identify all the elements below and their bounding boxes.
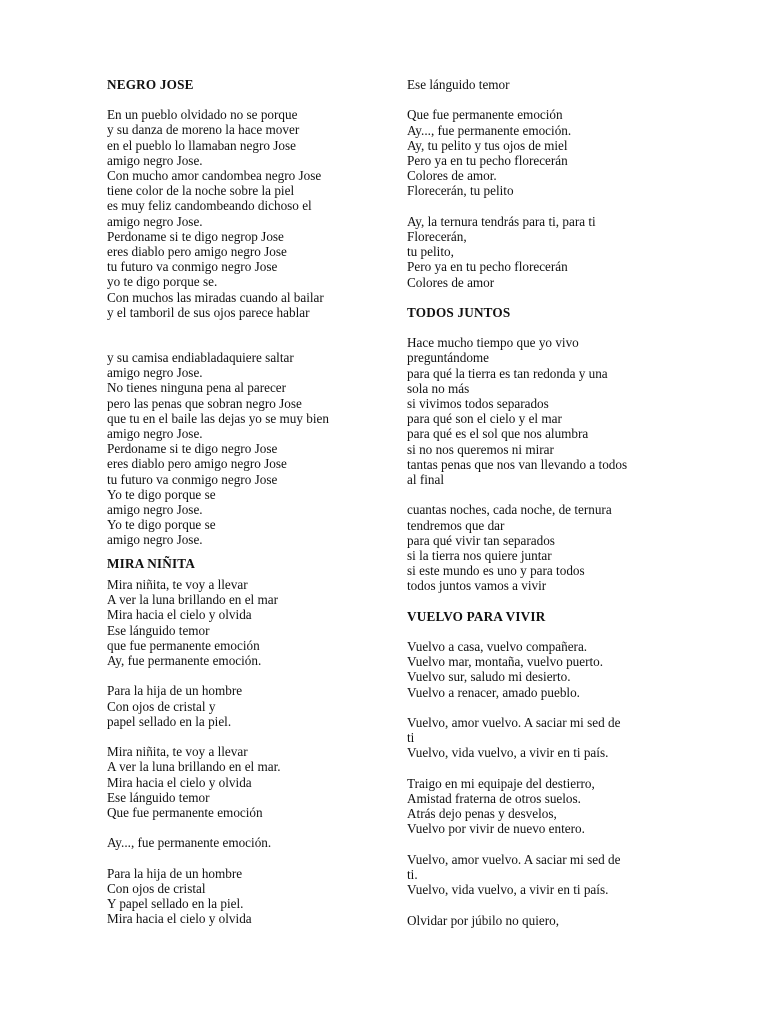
- lyric-line: y su danza de moreno la hace mover: [107, 122, 300, 138]
- lyric-line: amigo negro Jose.: [107, 532, 203, 548]
- lyric-line: ti.: [407, 867, 418, 883]
- stanza: [407, 639, 669, 700]
- lyric-line: Vuelvo, vida vuelvo, a vivir en ti país.: [407, 882, 609, 898]
- lyric-line: Vuelvo por vivir de nuevo entero.: [407, 821, 585, 837]
- lyric-line: para qué son el cielo y el mar: [407, 411, 562, 427]
- lyric-line: cuantas noches, cada noche, de ternura: [407, 502, 612, 518]
- stanza: [407, 214, 669, 290]
- lyric-line: tantas penas que nos van llevando a todos: [407, 456, 628, 472]
- stanza: [107, 835, 375, 850]
- lyric-line: Mira niñita, te voy a llevar: [107, 576, 248, 592]
- lyric-line: Olvidar por júbilo no quiero,: [407, 912, 559, 928]
- stanza: [407, 776, 669, 837]
- stanza: [107, 350, 375, 548]
- lyric-line: Colores de amor: [407, 274, 495, 290]
- lyric-line: No tienes ninguna pena al parecer: [107, 380, 287, 396]
- lyric-line: Vuelvo, amor vuelvo. A saciar mi sed de: [407, 851, 621, 867]
- lyric-line: Que fue permanente emoción: [107, 804, 263, 820]
- lyric-line: Y papel sellado en la piel.: [107, 896, 244, 912]
- stanza: [407, 715, 669, 761]
- stanza: [407, 107, 669, 198]
- lyric-line: Ay, tu pelito y tus ojos de miel: [407, 137, 568, 153]
- stanza: [407, 913, 669, 928]
- lyric-line: Pero ya en tu pecho florecerán: [407, 153, 568, 168]
- lyric-line: Vuelvo a renacer, amado pueblo.: [407, 684, 580, 700]
- lyric-line: para qué es el sol que nos alumbra: [407, 426, 589, 442]
- lyric-line: En un pueblo olvidado no se porque: [107, 107, 298, 123]
- lyric-line: Ay..., fue permanente emoción.: [107, 835, 272, 851]
- lyric-line: Ese lánguido temor: [107, 622, 210, 638]
- lyric-line: Que fue permanente emoción: [407, 107, 563, 123]
- lyric-line: papel sellado en la piel.: [107, 713, 232, 729]
- lyric-line: tiene color de la noche sobre la piel: [107, 183, 295, 199]
- lyric-line: eres diablo pero amigo negro Jose: [107, 244, 287, 260]
- stanza: [107, 683, 375, 729]
- lyric-line: sola no más: [407, 380, 470, 396]
- lyric-line: Yo te digo porque se: [107, 486, 216, 502]
- lyric-line: Vuelvo, vida vuelvo, a vivir en ti país.: [407, 745, 609, 761]
- lyric-line: Ay..., fue permanente emoción.: [407, 122, 572, 138]
- lyric-line: Perdoname si te digo negrop Jose: [107, 228, 284, 244]
- stanza: [407, 77, 669, 92]
- lyric-line: tu pelito,: [407, 244, 454, 260]
- lyric-line: es muy feliz candombeando dichoso el: [107, 198, 312, 214]
- lyric-line: Ay, la ternura tendrás para ti, para ti: [407, 213, 596, 229]
- lyric-line: Con muchos las miradas cuando al bailar: [107, 289, 324, 305]
- song-title-todos-juntos: TODOS JUNTOS: [407, 305, 511, 320]
- lyric-line: tendremos que dar: [407, 517, 505, 533]
- stanza: [407, 852, 669, 898]
- lyric-line: para qué la tierra es tan redonda y una: [407, 365, 608, 381]
- lyric-line: Florecerán,: [407, 229, 467, 244]
- lyric-line: Con ojos de cristal y: [107, 698, 216, 714]
- lyric-line: Ese lánguido temor: [407, 77, 510, 92]
- lyric-line: tu futuro va conmigo negro Jose: [107, 471, 278, 487]
- lyric-line: Vuelvo mar, montaña, vuelvo puerto.: [407, 654, 604, 670]
- song-title-negro-jose: NEGRO JOSE: [107, 77, 194, 92]
- lyric-line: Vuelvo, amor vuelvo. A saciar mi sed de: [407, 715, 621, 731]
- lyric-line: si vivimos todos separados: [407, 396, 549, 412]
- lyric-line: Para la hija de un hombre: [107, 683, 243, 699]
- lyric-line: si no nos queremos ni mirar: [407, 441, 554, 457]
- lyric-line: Mira niñita, te voy a llevar: [107, 744, 248, 760]
- lyric-line: Con ojos de cristal: [107, 880, 206, 896]
- lyric-line: Vuelvo a casa, vuelvo compañera.: [407, 639, 588, 655]
- lyric-line: y su camisa endiabladaquiere saltar: [107, 350, 294, 366]
- lyric-line: al final: [407, 472, 444, 488]
- lyric-line: amigo negro Jose.: [107, 213, 203, 229]
- left-column: [107, 77, 375, 927]
- lyric-line: Para la hija de un hombre: [107, 865, 243, 881]
- song-title-vuelvo-para-vivir: VUELVO PARA VIVIR: [407, 608, 546, 624]
- right-column: [407, 77, 669, 928]
- stanza: [107, 577, 375, 668]
- lyric-line: Pero ya en tu pecho florecerán: [407, 259, 568, 275]
- lyric-line: ti: [407, 730, 415, 746]
- lyric-line: si la tierra nos quiere juntar: [407, 548, 552, 564]
- lyric-line: y el tamboril de sus ojos parece hablar: [107, 304, 310, 320]
- lyric-line: Hace mucho tiempo que yo vivo: [407, 335, 579, 351]
- lyric-line: tu futuro va conmigo negro Jose: [107, 259, 278, 275]
- lyric-line: amigo negro Jose.: [107, 502, 203, 518]
- lyric-line: en el pueblo lo llamaban negro Jose: [107, 137, 296, 153]
- lyric-line: Traigo en mi equipaje del destierro,: [407, 775, 595, 791]
- lyric-line: A ver la luna brillando en el mar: [107, 592, 279, 608]
- lyric-line: A ver la luna brillando en el mar.: [107, 759, 281, 775]
- lyric-line: Florecerán, tu pelito: [407, 183, 514, 199]
- lyric-line: yo te digo porque se.: [107, 274, 218, 290]
- lyric-line: amigo negro Jose.: [107, 152, 203, 168]
- song-title-mira-ninita: MIRA NIÑITA: [107, 555, 196, 571]
- lyric-line: Vuelvo sur, saludo mi desierto.: [407, 669, 571, 685]
- lyric-line: que tu en el baile las dejas yo se muy bien: [107, 410, 329, 426]
- stanza: [107, 744, 375, 820]
- lyric-line: para qué vivir tan separados: [407, 532, 555, 548]
- stanza: [107, 866, 375, 927]
- lyric-line: amigo negro Jose.: [107, 365, 203, 381]
- lyric-line: Mira hacia el cielo y olvida: [107, 607, 252, 623]
- lyric-line: Colores de amor.: [407, 168, 497, 184]
- lyric-line: preguntándome: [407, 350, 490, 366]
- lyric-line: Ay, fue permanente emoción.: [107, 652, 262, 668]
- lyric-line: Mira hacia el cielo y olvida: [107, 911, 252, 927]
- lyric-line: Amistad fraterna de otros suelos.: [407, 791, 581, 807]
- lyric-line: Ese lánguido temor: [107, 789, 210, 805]
- stanza: [107, 107, 375, 320]
- lyric-line: Atrás dejo penas y desvelos,: [407, 806, 557, 822]
- stanza: [407, 335, 669, 487]
- lyric-line: Perdoname si te digo negro Jose: [107, 441, 278, 457]
- lyric-line: amigo negro Jose.: [107, 426, 203, 442]
- lyric-line: Mira hacia el cielo y olvida: [107, 774, 252, 790]
- lyric-line: Yo te digo porque se: [107, 517, 216, 533]
- lyric-line: eres diablo pero amigo negro Jose: [107, 456, 287, 472]
- lyric-line: que fue permanente emoción: [107, 637, 260, 653]
- lyric-line: todos juntos vamos a vivir: [407, 578, 547, 594]
- stanza: [407, 502, 669, 593]
- lyric-line: Con mucho amor candombea negro Jose: [107, 168, 322, 184]
- lyric-line: si este mundo es uno y para todos: [407, 563, 585, 579]
- lyric-line: pero las penas que sobran negro Jose: [107, 395, 302, 411]
